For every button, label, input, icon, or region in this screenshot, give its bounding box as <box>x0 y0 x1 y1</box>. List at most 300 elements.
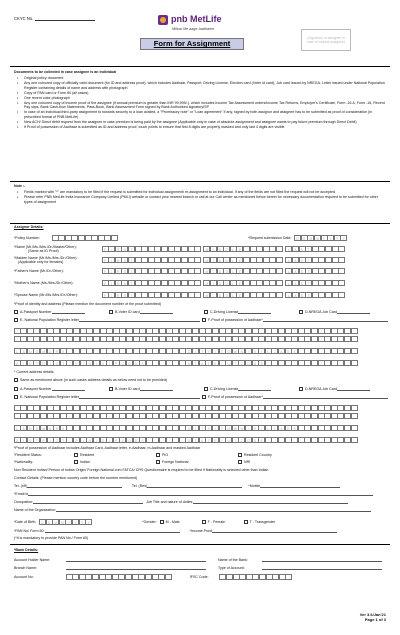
ifsc-boxes[interactable] <box>220 574 293 580</box>
name-box[interactable]: F <box>102 257 109 263</box>
proof-option[interactable] <box>202 395 388 399</box>
address-box[interactable] <box>351 348 358 354</box>
mother-name-boxes[interactable] <box>102 280 345 286</box>
address-box[interactable]: T <box>232 360 239 366</box>
address-box[interactable]: C <box>119 360 126 366</box>
name-box[interactable]: D <box>217 292 224 298</box>
name-box[interactable]: I <box>210 292 217 298</box>
input-box[interactable]: M <box>307 235 314 241</box>
name-box[interactable]: S <box>299 268 306 274</box>
address-box[interactable]: C <box>238 360 245 366</box>
address-box[interactable]: C <box>53 360 60 366</box>
address-box[interactable]: T <box>60 437 67 443</box>
proof-option[interactable] <box>204 310 297 314</box>
district-row[interactable] <box>14 360 358 366</box>
checkbox[interactable] <box>109 387 113 391</box>
address-box[interactable]: N <box>238 348 245 354</box>
address-box[interactable]: C <box>185 348 192 354</box>
address-box[interactable]: I <box>258 348 265 354</box>
address-box[interactable]: N <box>27 425 34 431</box>
address-box[interactable]: M <box>40 425 47 431</box>
address-box[interactable] <box>351 360 358 366</box>
proof-number-input[interactable] <box>52 310 85 314</box>
name-box[interactable]: D <box>223 292 230 298</box>
address-box[interactable]: T <box>219 425 226 431</box>
address-box[interactable]: L <box>265 348 272 354</box>
address-box[interactable]: M <box>40 348 47 354</box>
address-box[interactable]: P <box>73 437 80 443</box>
address-box[interactable]: T <box>219 348 226 354</box>
proof-number-input[interactable] <box>79 318 200 322</box>
address-box[interactable]: T <box>232 437 239 443</box>
name-box[interactable]: R <box>115 257 122 263</box>
address-box[interactable]: I <box>20 360 27 366</box>
name-box[interactable]: L <box>230 280 237 286</box>
address-box[interactable] <box>351 328 358 334</box>
address-box[interactable]: / <box>219 437 226 443</box>
address-box[interactable]: T <box>33 437 40 443</box>
input-box[interactable]: D <box>46 519 53 525</box>
address-box[interactable]: E <box>258 360 265 366</box>
proof-number-input[interactable] <box>52 387 85 391</box>
address-box[interactable]: L <box>271 425 278 431</box>
input-box[interactable]: M <box>314 235 321 241</box>
organization-input[interactable] <box>56 508 371 512</box>
option[interactable] <box>238 453 318 457</box>
address-box[interactable]: D <box>252 437 259 443</box>
address-box[interactable]: K <box>60 425 67 431</box>
input-box[interactable]: M <box>52 519 59 525</box>
name-box[interactable]: I <box>210 268 217 274</box>
address-box[interactable]: L <box>14 425 21 431</box>
account-no-boxes[interactable] <box>66 574 172 580</box>
checkbox[interactable] <box>74 460 78 464</box>
landmark-row[interactable] <box>14 348 358 354</box>
address-box[interactable]: D <box>14 360 21 366</box>
address-box[interactable]: Z <box>100 360 107 366</box>
address-box[interactable]: I <box>80 360 87 366</box>
address-line-1[interactable] <box>14 328 358 334</box>
address-box[interactable]: D <box>252 360 259 366</box>
checkbox[interactable] <box>202 395 206 399</box>
name-box[interactable]: I <box>108 292 115 298</box>
name-box[interactable]: D <box>217 246 224 252</box>
name-box[interactable]: E <box>236 292 243 298</box>
input-box[interactable]: Y <box>65 519 72 525</box>
proof-number-input[interactable] <box>140 310 173 314</box>
name-box[interactable]: T <box>128 292 135 298</box>
address-box[interactable]: C <box>185 425 192 431</box>
name-box[interactable]: T <box>128 280 135 286</box>
name-box[interactable]: S <box>121 257 128 263</box>
checkbox[interactable] <box>238 460 242 464</box>
address-box[interactable]: I <box>258 425 265 431</box>
address-line-3[interactable] <box>14 405 358 411</box>
address-box[interactable]: T <box>205 360 212 366</box>
name-box[interactable]: S <box>299 292 306 298</box>
name-boxes[interactable] <box>102 246 345 252</box>
address-box[interactable]: A <box>47 425 54 431</box>
address-box[interactable]: O <box>225 348 232 354</box>
pan-input[interactable] <box>45 529 180 533</box>
input-box[interactable]: Y <box>72 519 79 525</box>
input-box[interactable]: D <box>301 235 308 241</box>
option[interactable] <box>74 460 154 464</box>
name-box[interactable]: E <box>236 246 243 252</box>
address-box[interactable]: Y <box>205 425 212 431</box>
address-box[interactable]: A <box>199 437 206 443</box>
name-box[interactable]: L <box>285 292 292 298</box>
address-box[interactable]: R <box>53 425 60 431</box>
mobile-input[interactable] <box>260 484 340 488</box>
address-box[interactable]: I <box>80 437 87 443</box>
proof-option[interactable] <box>202 318 388 322</box>
option[interactable] <box>238 460 318 464</box>
address-box[interactable]: O <box>245 437 252 443</box>
name-box[interactable]: S <box>299 280 306 286</box>
name-box[interactable]: S <box>121 280 128 286</box>
name-box[interactable]: L <box>230 292 237 298</box>
name-box[interactable]: A <box>292 280 299 286</box>
address-box[interactable]: E <box>139 437 146 443</box>
address-box[interactable]: P <box>73 360 80 366</box>
input-box[interactable]: Y <box>340 235 347 241</box>
address-box[interactable] <box>351 405 358 411</box>
name-box[interactable]: L <box>285 280 292 286</box>
address-box[interactable]: N <box>27 348 34 354</box>
address-box[interactable]: S <box>185 360 192 366</box>
job-title-input[interactable] <box>193 500 348 504</box>
address-box[interactable]: Z <box>100 437 107 443</box>
input-box[interactable]: Y <box>321 235 328 241</box>
address-box[interactable]: T <box>33 360 40 366</box>
checkbox[interactable] <box>160 520 164 524</box>
account-type-input[interactable] <box>262 566 382 570</box>
address-box[interactable]: T <box>205 437 212 443</box>
address-box[interactable]: A <box>278 348 285 354</box>
address-box[interactable]: D <box>33 348 40 354</box>
address-box[interactable]: W <box>233 350 237 354</box>
address-box[interactable]: E <box>291 348 298 354</box>
same-address-option[interactable] <box>14 378 167 382</box>
name-box[interactable]: L <box>230 257 237 263</box>
checkbox[interactable] <box>14 318 18 322</box>
name-box[interactable]: R <box>115 280 122 286</box>
name-box[interactable]: A <box>292 246 299 252</box>
option[interactable] <box>74 453 154 457</box>
address-box[interactable] <box>351 336 358 342</box>
name-box[interactable]: D <box>217 268 224 274</box>
address-box[interactable]: W <box>233 427 237 431</box>
address-box[interactable] <box>351 413 358 419</box>
checkbox[interactable] <box>244 520 248 524</box>
address-box[interactable]: Y <box>205 348 212 354</box>
checkbox[interactable] <box>299 310 303 314</box>
name-box[interactable]: D <box>223 246 230 252</box>
address-box[interactable]: L <box>265 425 272 431</box>
name-box[interactable]: E <box>236 280 243 286</box>
address-box[interactable]: O <box>126 437 133 443</box>
name-box[interactable]: S <box>299 246 306 252</box>
proof-option[interactable] <box>109 310 202 314</box>
address-box[interactable]: A <box>20 425 27 431</box>
name-box[interactable]: L <box>285 246 292 252</box>
address-box[interactable]: T <box>199 425 206 431</box>
option[interactable] <box>244 520 284 524</box>
name-box[interactable]: L <box>285 257 292 263</box>
option[interactable] <box>160 520 200 524</box>
address-line-2[interactable] <box>14 336 358 342</box>
address-box[interactable]: P <box>113 360 120 366</box>
address-box[interactable]: N <box>86 360 93 366</box>
address-box[interactable]: S <box>27 360 34 366</box>
proof-option[interactable] <box>109 387 202 391</box>
name-box[interactable]: R <box>115 292 122 298</box>
name-box[interactable]: L <box>230 268 237 274</box>
name-box[interactable]: F <box>102 292 109 298</box>
name-box[interactable]: T <box>305 246 312 252</box>
name-box[interactable]: A <box>292 257 299 263</box>
address-box[interactable]: I <box>106 437 113 443</box>
request-date-boxes[interactable] <box>294 235 347 241</box>
ckyc-input-line[interactable] <box>35 17 95 21</box>
name-box[interactable]: S <box>121 292 128 298</box>
address-box[interactable] <box>351 425 358 431</box>
checkbox[interactable] <box>204 387 208 391</box>
checkbox[interactable] <box>109 310 113 314</box>
name-box[interactable]: I <box>210 257 217 263</box>
name-box[interactable]: F <box>102 280 109 286</box>
proof-option[interactable] <box>299 387 392 391</box>
tel-res-input[interactable] <box>147 484 242 488</box>
name-box[interactable]: F <box>102 268 109 274</box>
name-box[interactable]: T <box>305 292 312 298</box>
name-box[interactable]: D <box>217 280 224 286</box>
address-box[interactable]: / <box>93 437 100 443</box>
landmark-row-2[interactable] <box>14 425 358 431</box>
name-box[interactable]: R <box>115 246 122 252</box>
proof-number-input[interactable] <box>337 387 370 391</box>
input-box[interactable]: Y <box>327 235 334 241</box>
bank-name-input[interactable] <box>262 558 382 562</box>
name-box[interactable]: M <box>203 268 210 274</box>
checkbox[interactable] <box>238 453 242 457</box>
checkbox[interactable] <box>204 310 208 314</box>
option[interactable] <box>156 460 236 464</box>
address-box[interactable]: / <box>66 437 73 443</box>
address-box[interactable]: / <box>66 360 73 366</box>
proof-option[interactable] <box>204 387 297 391</box>
name-box[interactable]: A <box>292 292 299 298</box>
proof-option[interactable] <box>299 310 392 314</box>
name-box[interactable]: D <box>223 257 230 263</box>
input-box[interactable]: Y <box>79 519 86 525</box>
name-box[interactable]: T <box>128 246 135 252</box>
address-box[interactable]: G <box>285 348 292 354</box>
maiden-name-boxes[interactable] <box>102 257 345 263</box>
name-box[interactable]: E <box>236 268 243 274</box>
name-box[interactable]: I <box>210 280 217 286</box>
checkbox[interactable] <box>14 310 18 314</box>
name-box[interactable]: S <box>121 268 128 274</box>
address-box[interactable]: V <box>252 348 259 354</box>
checkbox[interactable] <box>156 453 160 457</box>
address-box[interactable]: / <box>245 348 252 354</box>
name-box[interactable]: M <box>203 246 210 252</box>
tel-off-input[interactable] <box>27 484 122 488</box>
proof-number-input[interactable] <box>263 318 388 322</box>
occupation-input[interactable] <box>33 500 143 504</box>
dob-boxes[interactable] <box>39 519 92 525</box>
address-box[interactable]: A <box>20 348 27 354</box>
checkbox[interactable] <box>74 453 78 457</box>
address-box[interactable]: S <box>185 437 192 443</box>
address-box[interactable]: E <box>212 360 219 366</box>
address-box[interactable]: O <box>126 360 133 366</box>
checkbox[interactable] <box>299 387 303 391</box>
account-holder-input[interactable] <box>66 558 206 562</box>
name-box[interactable]: D <box>217 257 224 263</box>
name-box[interactable]: I <box>108 257 115 263</box>
address-box[interactable]: C <box>238 437 245 443</box>
name-box[interactable]: D <box>223 268 230 274</box>
input-box[interactable]: Y <box>334 235 341 241</box>
address-box[interactable]: R <box>40 360 47 366</box>
proof-number-input[interactable] <box>238 310 271 314</box>
address-box[interactable]: / <box>93 360 100 366</box>
address-box[interactable]: E <box>258 437 265 443</box>
address-box[interactable]: O <box>225 425 232 431</box>
name-box[interactable] <box>338 292 345 298</box>
name-box[interactable]: T <box>128 268 135 274</box>
address-box[interactable]: E <box>212 437 219 443</box>
option[interactable] <box>202 520 242 524</box>
name-box[interactable] <box>338 246 345 252</box>
name-box[interactable]: S <box>121 246 128 252</box>
address-box[interactable]: E <box>291 425 298 431</box>
address-box[interactable]: I <box>106 360 113 366</box>
proof-number-input[interactable] <box>140 387 173 391</box>
father-name-boxes[interactable] <box>102 268 345 274</box>
address-box[interactable]: I <box>192 425 199 431</box>
input-box[interactable] <box>165 574 172 580</box>
address-box[interactable]: I <box>47 360 54 366</box>
name-box[interactable]: D <box>223 280 230 286</box>
proof-number-input[interactable] <box>263 395 388 399</box>
proof-number-input[interactable] <box>337 310 370 314</box>
address-box[interactable]: N <box>86 437 93 443</box>
address-box[interactable]: R <box>40 437 47 443</box>
checkbox[interactable] <box>14 395 18 399</box>
address-box[interactable]: A <box>278 425 285 431</box>
name-box[interactable] <box>338 257 345 263</box>
proof-option[interactable] <box>14 310 107 314</box>
name-box[interactable]: M <box>203 280 210 286</box>
address-box[interactable]: / <box>219 360 226 366</box>
name-box[interactable]: T <box>305 257 312 263</box>
checkbox[interactable] <box>156 460 160 464</box>
input-box[interactable]: D <box>39 519 46 525</box>
input-box[interactable]: D <box>294 235 301 241</box>
address-box[interactable]: / <box>212 425 219 431</box>
name-box[interactable]: R <box>115 268 122 274</box>
name-box[interactable]: L <box>285 268 292 274</box>
name-box[interactable]: A <box>292 268 299 274</box>
address-box[interactable]: / <box>212 348 219 354</box>
address-line-4[interactable] <box>14 413 358 419</box>
checkbox[interactable] <box>202 520 206 524</box>
address-box[interactable]: K <box>60 348 67 354</box>
name-box[interactable]: E <box>236 257 243 263</box>
address-box[interactable]: U <box>225 437 232 443</box>
address-box[interactable]: L <box>14 348 21 354</box>
address-box[interactable]: N <box>238 425 245 431</box>
address-box[interactable]: U <box>225 360 232 366</box>
address-box[interactable]: A <box>47 348 54 354</box>
name-box[interactable] <box>338 268 345 274</box>
address-box[interactable]: T <box>192 437 199 443</box>
address-box[interactable]: I <box>47 437 54 443</box>
address-box[interactable]: G <box>285 425 292 431</box>
address-box[interactable]: A <box>199 360 206 366</box>
address-box[interactable]: T <box>192 360 199 366</box>
same-address-checkbox[interactable] <box>14 378 18 382</box>
name-box[interactable]: T <box>128 257 135 263</box>
proof-option[interactable] <box>14 387 107 391</box>
address-box[interactable]: T <box>199 348 206 354</box>
name-box[interactable]: F <box>102 246 109 252</box>
proof-number-input[interactable] <box>79 395 200 399</box>
address-box[interactable]: I <box>20 437 27 443</box>
address-box[interactable]: E <box>139 360 146 366</box>
district-row-2[interactable] <box>14 437 358 443</box>
address-box[interactable]: D <box>133 437 140 443</box>
input-box[interactable]: M <box>59 519 66 525</box>
address-box[interactable]: C <box>119 437 126 443</box>
name-box[interactable]: I <box>108 268 115 274</box>
address-box[interactable]: D <box>133 360 140 366</box>
option[interactable] <box>156 453 236 457</box>
address-box[interactable]: D <box>14 437 21 443</box>
name-box[interactable]: I <box>108 280 115 286</box>
address-box[interactable]: D <box>33 425 40 431</box>
name-box[interactable]: I <box>108 246 115 252</box>
proof-number-input[interactable] <box>238 387 271 391</box>
income-input[interactable] <box>212 529 337 533</box>
address-box[interactable]: T <box>60 360 67 366</box>
branch-input[interactable] <box>66 566 206 570</box>
address-box[interactable]: O <box>245 360 252 366</box>
address-box[interactable]: C <box>53 437 60 443</box>
policy-number-boxes[interactable] <box>52 235 118 241</box>
name-box[interactable]: S <box>299 257 306 263</box>
name-box[interactable]: M <box>203 292 210 298</box>
name-box[interactable]: T <box>305 268 312 274</box>
address-box[interactable]: V <box>252 425 259 431</box>
address-box[interactable]: S <box>27 437 34 443</box>
ckyc-number-field[interactable] <box>14 16 95 21</box>
name-box[interactable]: L <box>230 246 237 252</box>
address-box[interactable]: L <box>271 348 278 354</box>
address-box[interactable]: I <box>192 348 199 354</box>
checkbox[interactable] <box>202 318 206 322</box>
proof-option[interactable] <box>14 318 200 322</box>
address-box[interactable]: / <box>245 425 252 431</box>
spouse-name-boxes[interactable] <box>102 292 345 298</box>
email-input[interactable] <box>28 492 373 496</box>
name-box[interactable] <box>338 280 345 286</box>
address-box[interactable] <box>351 437 358 443</box>
